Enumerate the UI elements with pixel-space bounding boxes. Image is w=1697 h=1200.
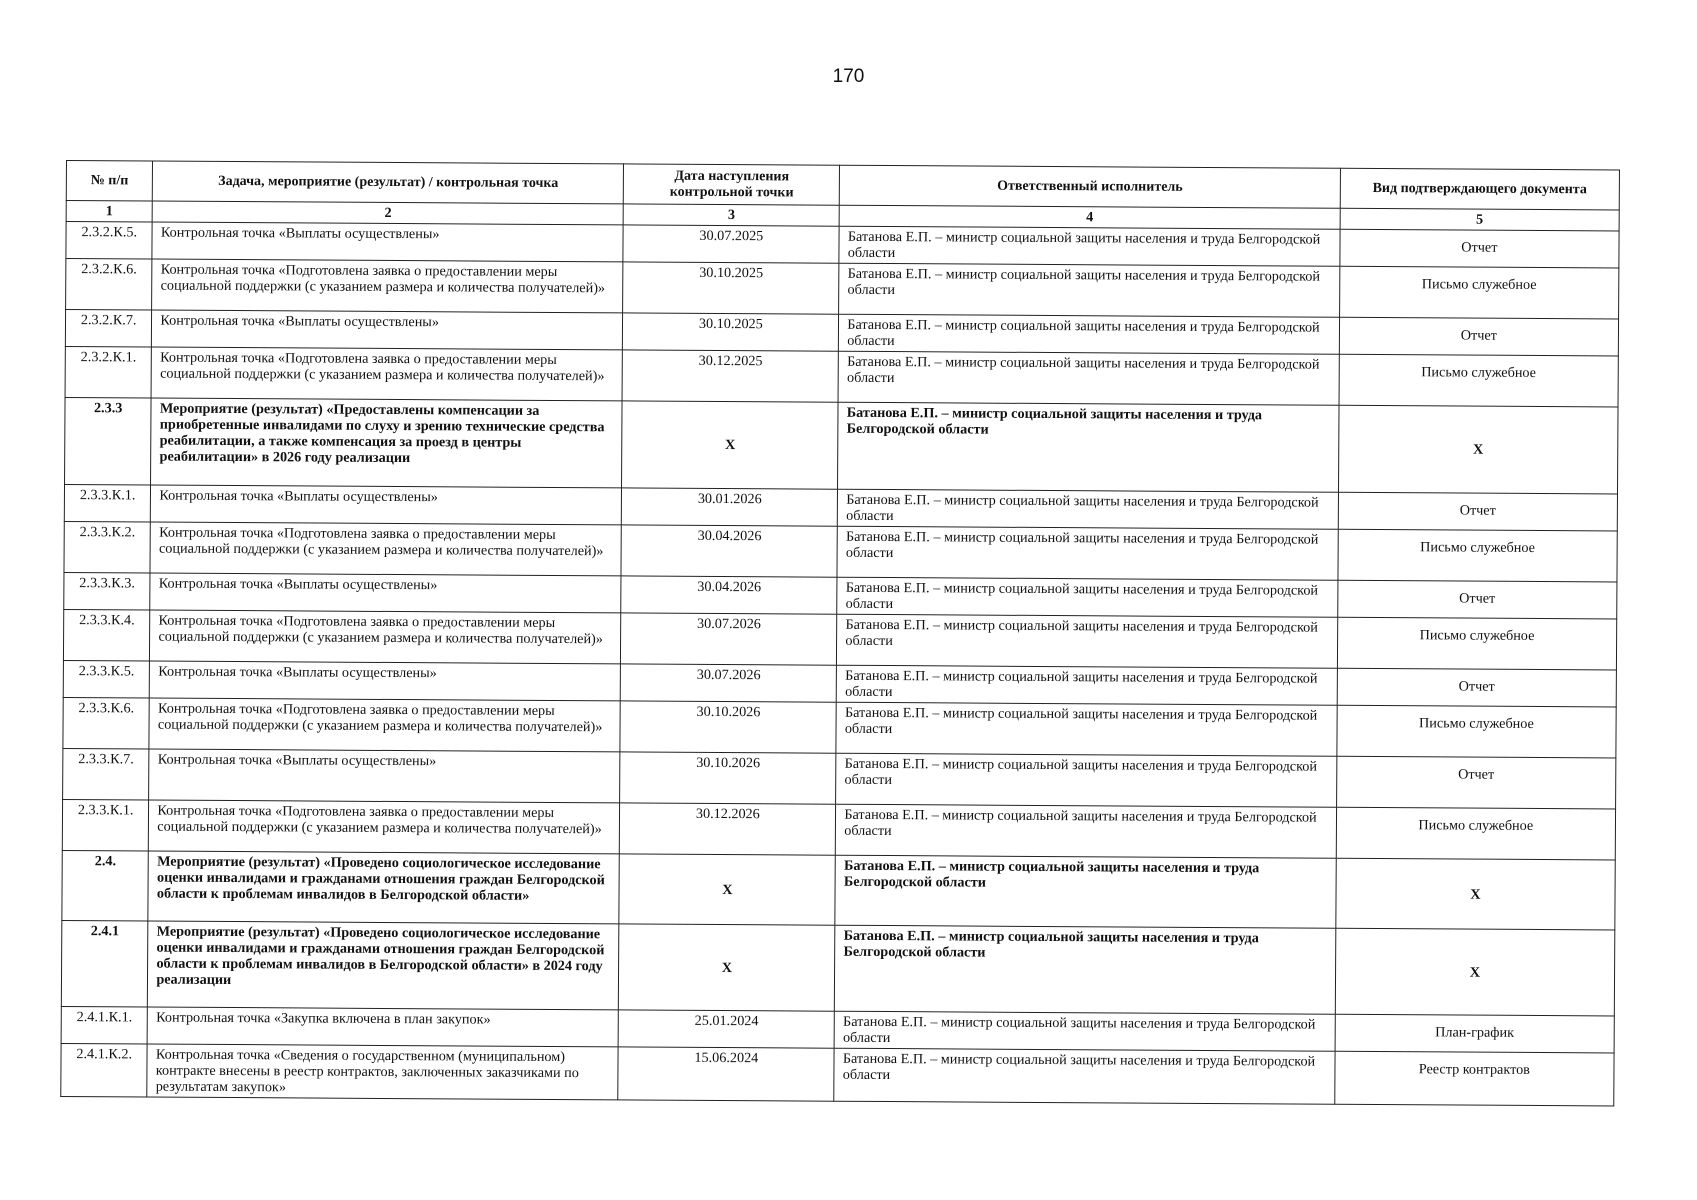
column-number: 4 bbox=[839, 205, 1340, 229]
row-executor: Батанова Е.П. – министр социальной защиты населения и труда Белгородской области bbox=[837, 577, 1338, 617]
row-executor: Батанова Е.П. – министр социальной защиты населения и труда Белгородской области bbox=[839, 263, 1340, 317]
row-task: Контрольная точка «Выплаты осуществлены» bbox=[152, 310, 623, 350]
row-document: Отчет bbox=[1337, 668, 1616, 707]
row-number: 2.3.3.К.6. bbox=[63, 697, 150, 749]
row-task: Контрольная точка «Подготовлена заявка о предоставлении меры социальной поддержки (с указанием размера и количества получателей)» bbox=[150, 610, 621, 664]
row-date: 30.07.2025 bbox=[623, 225, 839, 263]
control-points-table bbox=[60, 160, 1620, 1106]
row-date: 30.01.2026 bbox=[622, 488, 838, 526]
column-number: 5 bbox=[1340, 208, 1619, 231]
row-document: Отчет bbox=[1340, 229, 1619, 268]
row-executor: Батанова Е.П. – министр социальной защиты населения и труда Белгородской области bbox=[834, 1011, 1335, 1051]
row-number: 2.4. bbox=[62, 850, 149, 921]
row-document: Отчет bbox=[1339, 317, 1618, 356]
row-date: 30.04.2026 bbox=[621, 576, 837, 614]
row-number: 2.3.3.К.7. bbox=[63, 748, 150, 800]
row-number: 2.3.3.К.2. bbox=[64, 521, 151, 573]
row-document: X bbox=[1336, 858, 1616, 930]
row-document: Реестр контрактов bbox=[1335, 1051, 1615, 1106]
row-executor: Батанова Е.П. – министр социальной защиты населения и труда Белгородской области bbox=[837, 614, 1338, 668]
row-date: X bbox=[619, 924, 836, 1011]
row-document: X bbox=[1335, 928, 1615, 1016]
row-date: 30.07.2026 bbox=[621, 613, 837, 665]
row-date: 30.10.2026 bbox=[620, 752, 836, 804]
row-document: Письмо служебное bbox=[1337, 617, 1617, 670]
table-row bbox=[65, 346, 1618, 406]
row-date: 30.12.2025 bbox=[622, 350, 838, 402]
row-task: Контрольная точка «Подготовлена заявка о предоставлении меры социальной поддержки (с указанием размера и количества получателей)» bbox=[149, 698, 620, 752]
row-task: Контрольная точка «Подготовлена заявка о предоставлении меры социальной поддержки (с указанием размера и количества получателей)» bbox=[150, 522, 621, 576]
row-date: 15.06.2024 bbox=[618, 1047, 834, 1101]
row-executor: Батанова Е.П. – министр социальной защиты населения и труда Белгородской области bbox=[838, 489, 1339, 529]
column-number: 1 bbox=[66, 201, 153, 223]
header-executor: Ответственный исполнитель bbox=[840, 165, 1341, 208]
table-row bbox=[64, 521, 1617, 581]
row-document: X bbox=[1338, 405, 1618, 494]
page-number: 170 bbox=[832, 66, 865, 87]
row-document: Письмо служебное bbox=[1338, 529, 1618, 582]
row-task: Контрольная точка «Подготовлена заявка о предоставлении меры социальной поддержки (с указанием размера и количества получателей)» bbox=[151, 347, 622, 401]
row-number: 2.4.1 bbox=[61, 920, 148, 1007]
row-document: План-график bbox=[1335, 1014, 1614, 1053]
row-document: Отчет bbox=[1336, 756, 1616, 809]
row-document: Письмо служебное bbox=[1339, 354, 1619, 407]
header-num: № п/п bbox=[66, 161, 153, 202]
row-executor: Батанова Е.П. – министр социальной защиты населения и труда Белгородской области bbox=[836, 702, 1337, 756]
row-document: Письмо служебное bbox=[1336, 807, 1616, 860]
header-date: Дата наступления контрольной точки bbox=[624, 164, 840, 205]
row-executor: Батанова Е.П. – министр социальной защиты населения и труда Белгородской области bbox=[839, 226, 1340, 266]
row-task: Контрольная точка «Закупка включена в план закупок» bbox=[147, 1007, 618, 1047]
row-date: 30.10.2025 bbox=[623, 313, 839, 351]
row-task: Контрольная точка «Сведения о государственном (муниципальном) контракте внесены в реестр контрактов, заключенных заказчиками по результатам закупок» bbox=[147, 1044, 618, 1100]
table-row bbox=[63, 697, 1616, 757]
row-executor: Батанова Е.П. – министр социальной защиты населения и труда Белгородской области bbox=[836, 804, 1337, 858]
row-date: 30.04.2026 bbox=[621, 525, 837, 577]
header-task: Задача, мероприятие (результат) / контрольная точка bbox=[153, 161, 624, 204]
activity-row bbox=[65, 397, 1619, 493]
column-number: 2 bbox=[153, 201, 624, 225]
table-row bbox=[61, 1043, 1614, 1105]
row-number: 2.3.2.К.1. bbox=[65, 346, 152, 398]
row-task: Контрольная точка «Выплаты осуществлены» bbox=[150, 661, 621, 701]
row-number: 2.3.2.К.5. bbox=[66, 222, 153, 260]
row-task: Контрольная точка «Выплаты осуществлены» bbox=[152, 222, 623, 262]
row-number: 2.3.2.К.7. bbox=[65, 310, 152, 348]
row-executor: Батанова Е.П. – министр социальной защиты населения и труда Белгородской области bbox=[837, 526, 1338, 580]
row-date: X bbox=[622, 401, 839, 489]
row-executor: Батанова Е.П. – министр социальной защиты населения и труда Белгородской области bbox=[839, 314, 1340, 354]
row-task: Контрольная точка «Выплаты осуществлены» bbox=[150, 573, 621, 613]
table-row bbox=[63, 609, 1616, 669]
row-executor: Батанова Е.П. – министр социальной защиты населения и труда Белгородской области bbox=[836, 753, 1337, 807]
row-task: Контрольная точка «Подготовлена заявка о предоставлении меры социальной поддержки (с указанием размера и количества получателей)» bbox=[149, 800, 620, 854]
header-document: Вид подтверждающего документа bbox=[1340, 168, 1619, 210]
row-executor: Батанова Е.П. – министр социальной защиты населения и труда Белгородской области bbox=[835, 855, 1336, 928]
row-executor: Батанова Е.П. – министр социальной защиты населения и труда Белгородской области bbox=[835, 925, 1336, 1014]
row-date: 30.10.2025 bbox=[623, 262, 839, 314]
row-document: Отчет bbox=[1338, 492, 1617, 531]
row-number: 2.4.1.К.2. bbox=[61, 1043, 148, 1097]
row-number: 2.3.2.К.6. bbox=[66, 259, 153, 311]
row-executor: Батанова Е.П. – министр социальной защиты населения и труда Белгородской области bbox=[837, 665, 1338, 705]
activity-row bbox=[62, 850, 1615, 929]
row-executor: Батанова Е.П. – министр социальной защиты населения и труда Белгородской области bbox=[838, 351, 1339, 405]
row-date: 30.10.2026 bbox=[620, 701, 836, 753]
table-row bbox=[62, 799, 1615, 859]
row-number: 2.3.3.К.3. bbox=[64, 572, 151, 610]
row-number: 2.3.3 bbox=[65, 397, 152, 485]
row-number: 2.4.1.К.1. bbox=[61, 1006, 148, 1044]
table-body bbox=[61, 222, 1619, 1106]
row-task: Контрольная точка «Подготовлена заявка о предоставлении меры социальной поддержки (с указанием размера и количества получателей)» bbox=[152, 259, 623, 313]
column-number: 3 bbox=[623, 204, 839, 226]
row-executor: Батанова Е.П. – министр социальной защиты населения и труда Белгородской области bbox=[838, 402, 1339, 492]
row-number: 2.3.3.К.1. bbox=[62, 799, 149, 851]
row-task: Мероприятие (результат) «Проведено социологическое исследование оценки инвалидами и гражданами отношения граждан Белгородской области к проблемам инвалидов в Белгородской области» в 2024 году реализации bbox=[148, 921, 619, 1010]
row-executor: Батанова Е.П. – министр социальной защиты населения и труда Белгородской области bbox=[834, 1048, 1335, 1104]
table-row bbox=[66, 259, 1619, 319]
activity-row bbox=[61, 920, 1614, 1015]
row-date: X bbox=[619, 854, 835, 925]
row-number: 2.3.3.К.1. bbox=[64, 484, 151, 522]
row-document: Письмо служебное bbox=[1339, 266, 1619, 319]
row-task: Контрольная точка «Выплаты осуществлены» bbox=[149, 749, 620, 803]
row-document: Отчет bbox=[1338, 580, 1617, 619]
row-task: Мероприятие (результат) «Предоставлены компенсации за приобретенные инвалидами по слуху и зрению технические средства реабилитации, а также компенсация за проезд в центры реабилитации» в 2026 году реализации bbox=[151, 398, 622, 488]
row-date: 30.12.2026 bbox=[620, 803, 836, 855]
row-number: 2.3.3.К.4. bbox=[63, 609, 150, 661]
table-row bbox=[63, 748, 1616, 808]
row-date: 30.07.2026 bbox=[621, 664, 837, 702]
row-number: 2.3.3.К.5. bbox=[63, 660, 150, 698]
row-document: Письмо служебное bbox=[1337, 705, 1617, 758]
row-task: Мероприятие (результат) «Проведено социологическое исследование оценки инвалидами и гражданами отношения граждан Белгородской области к проблемам инвалидов в Белгородской области» bbox=[148, 851, 619, 924]
row-task: Контрольная точка «Выплаты осуществлены» bbox=[151, 485, 622, 525]
row-date: 25.01.2024 bbox=[618, 1010, 834, 1048]
